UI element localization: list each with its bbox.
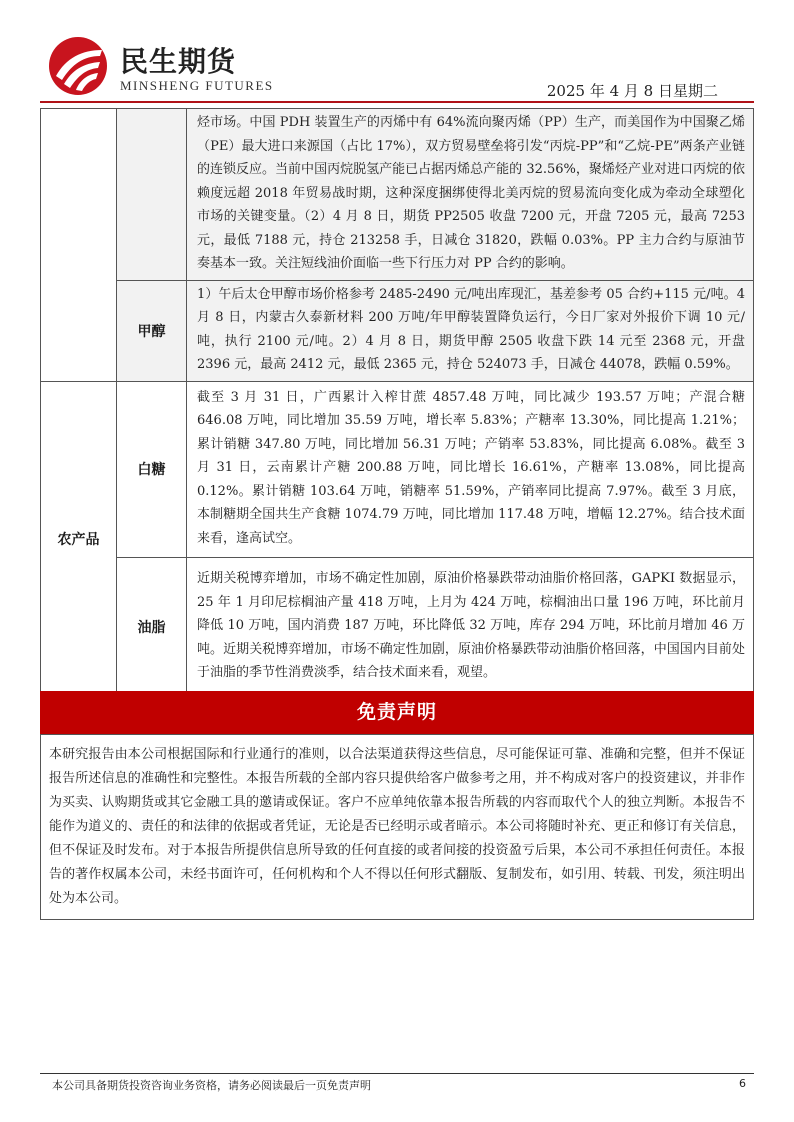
commentary-cell: 截至 3 月 31 日，广西累计入榨甘蔗 4857.48 万吨，同比减少 193.57 万吨；产混合糖 646.08 万吨，同比增加 35.59 万吨，增长率 5.83%；产糖率 13.30%，同比提高 1.21%；累计销糖 347.80 万吨，同比增加 56.31 万吨；产销率 53.83%，同比提高 6.08%。截至 3 月 31 日，云南累计产糖 200.88 万吨，同比增长 16.61%，产糖率 13.08%，同比提高 0.12%。累计销糖 103.64 万吨，销糖率 51.59%，产销率同比提高 7.97%。截至 3 月底，本制糖期全国共生产食糖 1074.79 万吨，同比增加 117.48 万吨，增幅 12.27%。结合技术面来看，逢高试空。 [187,381,754,557]
report-date: 2025 年 4 月 8 日星期二 [546,82,718,100]
company-logo [48,36,308,96]
table-row [41,557,754,697]
commentary-cell: 近期关税博弈增加，市场不确定性加剧，原油价格暴跌带动油脂价格回落，GAPKI 数据显示，25 年 1 月印尼棕榈油产量 418 万吨，上月为 424 万吨，棕榈油出口量 196 万吨，环比前月降低 10 万吨，国内消费 187 万吨，环比降低 32 万吨，库存 294 万吨，环比前月增加 46 万吨。近期关税博弈增加，市场不确定性加剧，原油价格暴跌带动油脂价格回落，中国国内目前处于油脂的季节性消费淡季，结合技术面来看，观望。 [187,557,754,697]
table-row [41,381,754,557]
category-cell [41,109,117,382]
header-divider [40,101,754,103]
disclaimer-body: 本研究报告由本公司根据国际和行业通行的准则，以合法渠道获得这些信息，尽可能保证可靠、准确和完整，但并不保证报告所述信息的准确性和完整性。本报告所载的全部内容只提供给客户做参考之用，并不构成对客户的投资建议，并非作为买卖、认购期货或其它金融工具的邀请或保证。客户不应单纯依靠本报告所载的内容而取代个人的独立判断。本报告不能作为道义的、责任的和法律的依据或者凭证，无论是否已经明示或者暗示。本公司将随时补充、更正和修订有关信息，但不保证及时发布。对于本报告所提供信息所导致的任何直接的或者间接的投资盈亏后果，本公司不承担任何责任。本报告的著作权属本公司，未经书面许可，任何机构和个人不得以任何形式翻版、复制发布，如引用、转载、刊发，须注明出处为本公司。 [40,734,754,920]
subcategory-cell: 甲醇 [117,280,187,381]
subcategory-cell: 白糖 [117,381,187,557]
footer-notice: 本公司具备期货投资咨询业务资格，请务必阅读最后一页免责声明 [52,1079,371,1092]
minsheng-logo-icon [48,36,108,96]
commentary-cell: 1）午后太仓甲醇市场价格参考 2485-2490 元/吨出库现汇，基差参考 05 合约+115 元/吨。4 月 8 日，内蒙古久泰新材料 200 万吨/年甲醇装置降负运行，今日厂家对外报价下调 10 元/吨，执行 2100 元/吨。2）4 月 8 日，期货甲醇 2505 收盘下跌 14 元至 2368 元，开盘 2396 元，最高 2412 元，最低 2365 元，持仓 524073 手，日减仓 44078，跌幅 0.59%。 [187,280,754,381]
footer-divider [40,1073,754,1074]
subcategory-cell: 油脂 [117,557,187,697]
page-header [40,36,754,102]
commentary-cell: 烃市场。中国 PDH 装置生产的丙烯中有 64%流向聚丙烯（PP）生产，而美国作为中国聚乙烯（PE）最大进口来源国（占比 17%），双方贸易壁垒将引发“丙烷-PP”和“乙烷-PE”两条产业链的连锁反应。当前中国丙烷脱氢产能已占据丙烯总产能的 32.56%，聚烯烃产业对进口丙烷的依赖度远超 2018 年贸易战时期，这种深度捆绑使得北美丙烷的贸易流向变化成为牵动全球塑化市场的关键变量。（2）4 月 8 日，期货 PP2505 收盘 7200 元，开盘 7205 元，最高 7253 元，最低 7188 元，持仓 213258 手，日减仓 31820，跌幅 0.03%。PP 主力合约与原油节奏基本一致。关注短线油价面临一些下行压力对 PP 合约的影响。 [187,109,754,281]
page-number: 6 [739,1077,746,1090]
disclaimer-title: 免责声明 [40,691,754,734]
table-row [41,280,754,381]
company-name-en: MINSHENG FUTURES [120,78,274,93]
commodity-table [40,108,754,698]
table-row [41,109,754,281]
subcategory-cell [117,109,187,281]
company-name-cn: 民生期货 [120,45,237,78]
category-cell: 农产品 [41,381,117,697]
